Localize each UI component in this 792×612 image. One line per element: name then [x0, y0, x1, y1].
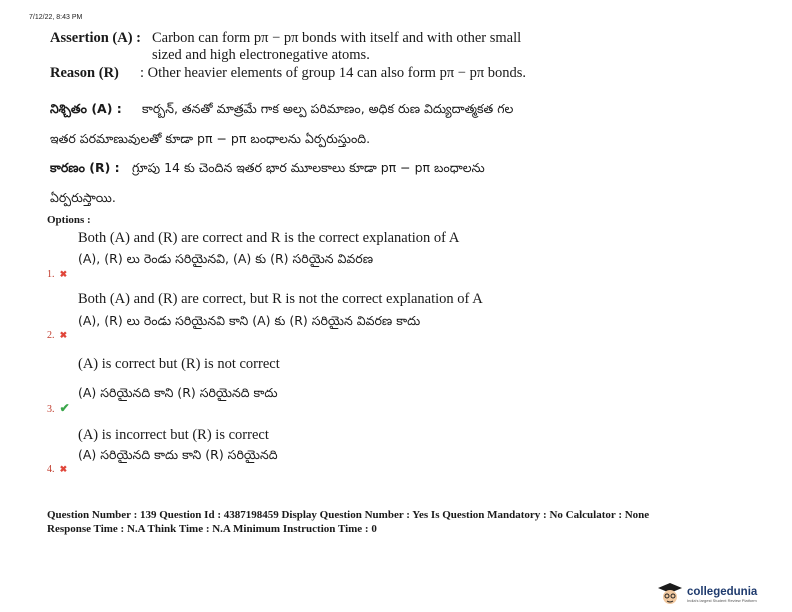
- logo-tagline: India's largest Student Review Platform: [687, 597, 757, 603]
- option-1-english: Both (A) and (R) are correct and R is the correct explanation of A: [78, 230, 460, 246]
- option-3-english: (A) is correct but (R) is not correct: [78, 356, 280, 372]
- telugu-reason-line-1: గ్రూపు 14 కు చెందిన ఇతర భార మూలకాలు కూడా pπ − pπ బంధాలను: [132, 160, 485, 175]
- options-label: Options :: [47, 214, 91, 226]
- wrong-icon: ✖: [59, 270, 68, 280]
- telugu-reason-line-2: ఏర్పరుస్తాయి.: [50, 190, 116, 205]
- wrong-icon: ✖: [59, 465, 68, 475]
- assertion-label: Assertion (A) :: [50, 30, 142, 46]
- option-4-english: (A) is incorrect but (R) is correct: [78, 427, 269, 443]
- option-3-number: 3.: [47, 404, 55, 415]
- option-4-telugu: (A) సరియైనది కాదు కాని (R) సరియైనది: [78, 447, 278, 462]
- collegedunia-logo: [655, 582, 757, 606]
- question-meta-line-1: Question Number : 139 Question Id : 4387198459 Display Question Number : Yes Is Question Mandatory : No Calculator : None: [47, 509, 650, 521]
- option-1-telugu: (A), (R) లు రెండు సరియైనవి, (A) కు (R) సరియైన వివరణ: [78, 251, 374, 266]
- option-2-number: 2.: [47, 330, 55, 341]
- student-mascot-icon: [655, 582, 685, 606]
- assertion-line-1: Carbon can form pπ − pπ bonds with itself and with other small: [152, 30, 522, 46]
- option-2-telugu: (A), (R) లు రెండు సరియైనవి కాని (A) కు (R) సరియైన వివరణ కాదు: [78, 313, 421, 328]
- assertion-line-2: sized and high electronegative atoms.: [152, 47, 370, 63]
- telugu-assertion-label: నిశ్చితం (A) :: [50, 101, 122, 116]
- option-2-english: Both (A) and (R) are correct, but R is not the correct explanation of A: [78, 291, 483, 307]
- reason-text: : Other heavier elements of group 14 can also form pπ − pπ bonds.: [140, 65, 527, 81]
- option-1-number: 1.: [47, 269, 55, 280]
- question-meta-line-2: Response Time : N.A Think Time : N.A Minimum Instruction Time : 0: [47, 523, 377, 535]
- wrong-icon: ✖: [59, 331, 68, 341]
- option-2-marker: [47, 323, 67, 342]
- option-3-telugu: (A) సరియైనది కాని (R) సరియైనది కాదు: [78, 385, 278, 400]
- telugu-assertion-line-2: ఇతర పరమాణువులతో కూడా pπ − pπ బంధాలను ఏర్పరుస్తుంది.: [50, 131, 371, 146]
- option-4-number: 4.: [47, 464, 55, 475]
- telugu-reason-label: కారణం (R) :: [50, 160, 120, 175]
- telugu-assertion-line-1: కార్బన్, తనతో మాత్రమే గాక అల్ప పరిమాణం, అధిక రుణ విద్యుదాత్మకత గల: [142, 101, 514, 116]
- option-1-marker: [47, 262, 67, 281]
- option-4-marker: [47, 457, 67, 476]
- print-timestamp: 7/12/22, 8:43 PM: [29, 14, 83, 21]
- reason-label: Reason (R): [50, 65, 119, 81]
- correct-check-icon: ✔: [59, 401, 70, 415]
- option-3-marker: [47, 397, 70, 416]
- logo-wordmark: collegedunia: [687, 585, 758, 598]
